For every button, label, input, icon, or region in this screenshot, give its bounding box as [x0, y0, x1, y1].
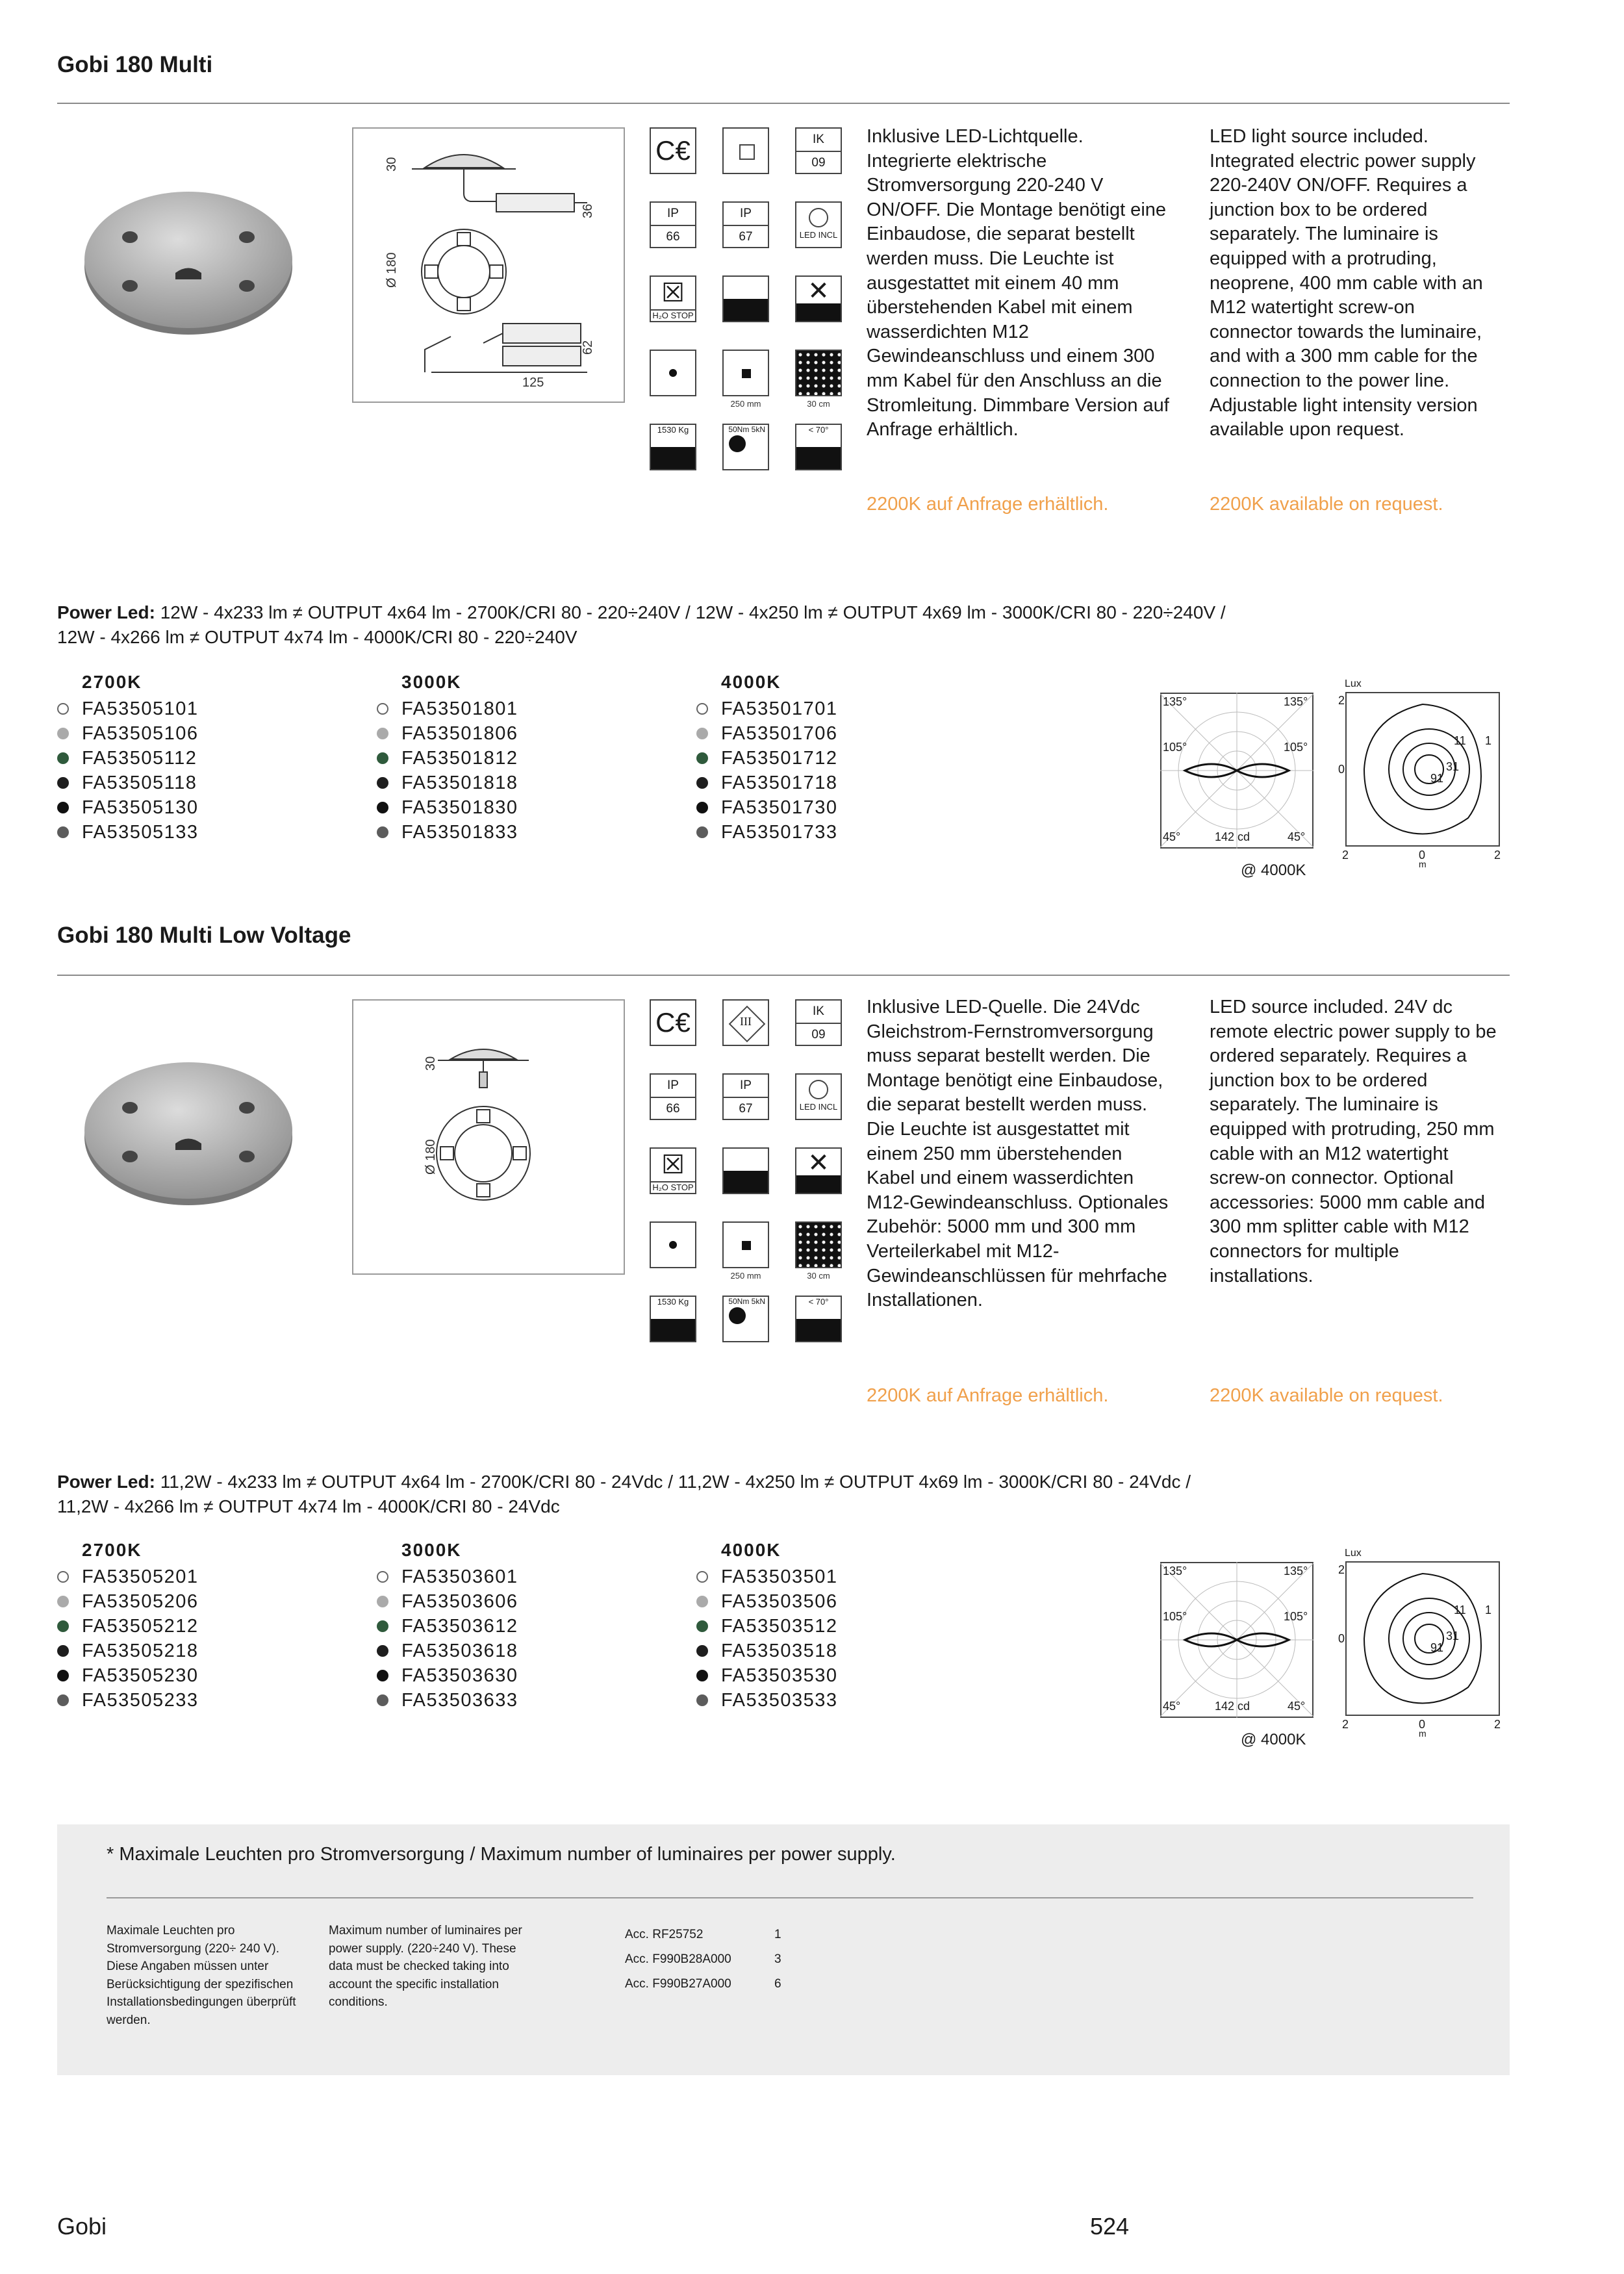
color-dot-anthracite — [57, 1694, 69, 1706]
column-head: 2700K — [82, 1540, 142, 1560]
isolux-diagram-2 — [1338, 1548, 1507, 1739]
angle-label: 135° — [1163, 695, 1187, 708]
color-dot-anthracite — [696, 826, 708, 838]
footer-collection-name: Gobi — [57, 2213, 107, 2240]
class-ii-icon — [722, 127, 769, 174]
code-row: FA53505101 — [57, 696, 198, 721]
footnote-rule — [107, 1897, 1473, 1898]
code-row: FA53501730 — [696, 795, 837, 820]
power-led-2 — [57, 1470, 1486, 1519]
footnote-en: Maximum number of luminaires per power supply. (220÷240 V). These data must be checked taking into account the specific installation conditions. — [329, 1924, 522, 2009]
code-row: FA53505130 — [57, 795, 198, 820]
ce-icon: C€ — [650, 127, 696, 174]
color-dot-white — [377, 1571, 388, 1583]
candela-label: 142 cd — [1215, 1700, 1250, 1713]
code-row: FA53501812 — [377, 746, 518, 771]
section-1-rule — [57, 103, 1510, 104]
angle-label: 105° — [1163, 1610, 1187, 1623]
technical-drawing-1 — [352, 127, 625, 403]
axis-x-label: 2 — [1342, 1718, 1349, 1731]
ip67-icon: IP 67 — [722, 201, 769, 248]
axis-y-label: 0 — [1338, 1632, 1345, 1645]
angle-label: 45° — [1288, 830, 1306, 843]
color-dot-grey — [57, 1596, 69, 1607]
color-dot-grey — [696, 1596, 708, 1607]
code-row: FA53503506 — [696, 1589, 837, 1614]
cable-30-icon — [795, 1221, 842, 1268]
color-dot-anthracite — [377, 1694, 388, 1706]
codes-3000k-2 — [377, 1540, 518, 1713]
isolux-value: 1 — [1485, 734, 1492, 747]
led-included-icon: LED INCL — [795, 201, 842, 248]
description-de-1: Inklusive LED-Lichtquelle. Integrierte elektrische Stromversorgung 220-240 V ON/OFF. Die Montage benötigt eine Einbaudose, die separat bestellt werden muss. Die Leuchte ist ausgestattet mit einem 40 mm überstehenden Kabel mit einem wasserdichten M12 Gewindeanschluss und einem 300 mm Kabel für den Anschluss an die Stromleitung. Dimmbare Version auf Anfrage erhältlich. — [867, 126, 1169, 441]
cable-250-caption: 250 mm — [730, 399, 761, 409]
column-head: 4000K — [721, 672, 781, 692]
power-led-1 — [57, 600, 1486, 650]
code-row: FA53505233 — [57, 1688, 198, 1713]
power-led-label: Power Led: — [57, 1472, 155, 1492]
color-dot-grey — [696, 728, 708, 739]
dim-height: 30 — [424, 1056, 438, 1071]
power-led-label: Power Led: — [57, 602, 155, 622]
drawing-lines-2 — [353, 1001, 624, 1273]
code-row: FA53501833 — [377, 820, 518, 845]
code-row: FA53505118 — [57, 771, 198, 795]
accessory-row: Acc. F990B28A000 3 — [625, 1952, 781, 1966]
cable-30-caption: 30 cm — [807, 399, 830, 409]
power-led-text: 11,2W - 4x233 lm ≠ OUTPUT 4x64 lm - 2700K/CRI 80 - 24Vdc / 11,2W - 4x250 lm ≠ OUTPUT 4x69 lm - 3000K/CRI 80 - 24Vdc / — [160, 1472, 1191, 1492]
code-row: FA53501701 — [696, 696, 837, 721]
color-dot-darkbrown — [57, 1670, 69, 1681]
color-dot-grey — [377, 1596, 388, 1607]
codes-2700k-2 — [57, 1540, 198, 1713]
class-iii-icon: III — [722, 999, 769, 1046]
isolux-value: 91 — [1430, 1641, 1444, 1654]
angle-label: 105° — [1284, 1610, 1308, 1623]
section-2-title: Gobi 180 Multi Low Voltage — [57, 923, 351, 948]
color-dot-white — [57, 1571, 69, 1583]
axis-unit-label: m — [1419, 859, 1427, 869]
axis-x-label: 2 — [1494, 1718, 1501, 1731]
color-dot-grey — [377, 728, 388, 739]
axis-y-label: 2 — [1338, 694, 1345, 707]
code-row: FA53503530 — [696, 1663, 837, 1688]
color-dot-anthracite — [57, 826, 69, 838]
code-row: FA53503501 — [696, 1565, 837, 1589]
color-dot-darkbrown — [696, 1670, 708, 1681]
code-row: FA53505112 — [57, 746, 198, 771]
code-row: FA53505206 — [57, 1589, 198, 1614]
axis-y-label: 0 — [1338, 763, 1345, 776]
cable-30-caption: 30 cm — [807, 1271, 830, 1281]
cable-250-icon — [722, 1221, 769, 1268]
angle-icon: < 70° — [795, 424, 842, 470]
isolux-diagram-1 — [1338, 678, 1507, 870]
ip66-icon: IP 66 — [650, 201, 696, 248]
color-dot-darkbrown — [377, 1670, 388, 1681]
description-en-1: LED light source included. Integrated electric power supply 220-240V ON/OFF. Requires a junction box to be ordered separately. The luminaire is equipped with a protruding, neoprene, 400 mm cable with an M12 watertight screw-on connector towards the luminaire, and with a 300 mm cable for the connection to the power line. Adjustable light intensity version available upon request. — [1210, 126, 1483, 441]
cable-250-caption: 250 mm — [730, 1271, 761, 1281]
isolux-value: 11 — [1454, 734, 1466, 747]
color-dot-black — [57, 1645, 69, 1657]
color-dot-darkbrown — [377, 802, 388, 813]
color-dot-green — [696, 752, 708, 764]
code-row: FA53503533 — [696, 1688, 837, 1713]
axis-x-label: 2 — [1494, 849, 1501, 862]
h2o-stop-icon: ☒ H₂O STOP — [650, 1147, 696, 1194]
axis-unit-label: m — [1419, 1728, 1427, 1739]
lux-label: Lux — [1345, 678, 1362, 689]
photometry-caption-1: @ 4000K — [1241, 862, 1306, 879]
power-led-text-2: 12W - 4x266 lm ≠ OUTPUT 4x74 lm - 4000K/CRI 80 - 220÷240V — [57, 627, 577, 647]
product-photo-1 — [78, 175, 299, 338]
photometry-caption-2: @ 4000K — [1241, 1731, 1306, 1748]
code-row: FA53503518 — [696, 1639, 837, 1663]
recessed-icon — [722, 275, 769, 322]
dim-length: 125 — [522, 376, 544, 390]
color-dot-anthracite — [377, 826, 388, 838]
column-head: 3000K — [401, 1540, 462, 1560]
code-row: FA53505106 — [57, 721, 198, 746]
isolux-value: 91 — [1430, 772, 1444, 785]
ip67-icon: IP 67 — [722, 1073, 769, 1120]
certification-icons-2 — [650, 999, 857, 1350]
section-2-rule — [57, 975, 1510, 976]
cable-250-icon — [722, 350, 769, 396]
dim-diameter: Ø 180 — [385, 252, 399, 288]
code-row: FA53503612 — [377, 1614, 518, 1639]
code-row: FA53501801 — [377, 696, 518, 721]
axis-y-label: 2 — [1338, 1563, 1345, 1576]
technical-drawing-2 — [352, 999, 625, 1275]
load-icon: 1530 Kg — [650, 1296, 696, 1342]
code-row: FA53501806 — [377, 721, 518, 746]
color-dot-white — [57, 703, 69, 715]
angle-icon: < 70° — [795, 1296, 842, 1342]
ip66-icon: IP 66 — [650, 1073, 696, 1120]
angle-label: 135° — [1284, 695, 1308, 708]
color-dot-white — [377, 703, 388, 715]
color-dot-grey — [57, 728, 69, 739]
load-icon: 1530 Kg — [650, 424, 696, 470]
accessory-row: Acc. F990B27A000 6 — [625, 1977, 781, 1991]
isolux-value: 31 — [1446, 1629, 1460, 1642]
color-dot-white — [696, 1571, 708, 1583]
h2o-stop-icon: ☒ H₂O STOP — [650, 275, 696, 322]
column-head: 4000K — [721, 1540, 781, 1560]
diffuse-icon — [650, 1221, 696, 1268]
color-dot-green — [696, 1620, 708, 1632]
note-en-2: 2200K available on request. — [1210, 1385, 1443, 1406]
no-cover-icon: ✕ — [795, 275, 842, 322]
torque-icon: 50Nm 5kN — [722, 1296, 769, 1342]
ik-icon: IK 09 — [795, 127, 842, 174]
power-supply-note — [57, 1824, 1510, 2075]
cable-30-icon — [795, 350, 842, 396]
isolux-value: 31 — [1446, 760, 1460, 773]
angle-label: 45° — [1163, 830, 1181, 843]
code-row: FA53503606 — [377, 1589, 518, 1614]
codes-2700k-1 — [57, 672, 198, 845]
color-dot-green — [377, 752, 388, 764]
description-de-2: Inklusive LED-Quelle. Die 24Vdc Gleichstrom-Fernstromversorgung muss separat bestellt werden. Die Montage benötigt eine Einbaudose, die separat bestellt werden muss. Die Leuchte ist ausgestattet mit einem 250 mm überstehenden Kabel und einem wasserdichten M12-Gewindeanschluss. Optionales Zubehör: 5000 mm und 300 mm Verteilerkabel mit M12-Gewindeanschlüssen für mehrfache Installationen. — [867, 997, 1169, 1311]
photometric-polar-diagram-1 — [1160, 693, 1313, 852]
code-row: FA53503630 — [377, 1663, 518, 1688]
code-row: FA53505212 — [57, 1614, 198, 1639]
color-dot-black — [377, 777, 388, 789]
angle-label: 105° — [1163, 741, 1187, 754]
diffuse-icon — [650, 350, 696, 396]
angle-label: 135° — [1284, 1565, 1308, 1578]
angle-label: 45° — [1163, 1700, 1181, 1713]
power-led-text-2: 11,2W - 4x266 lm ≠ OUTPUT 4x74 lm - 4000K/CRI 80 - 24Vdc — [57, 1496, 560, 1516]
code-row: FA53501818 — [377, 771, 518, 795]
dim-diameter: Ø 180 — [424, 1139, 438, 1175]
axis-x-label: 0 — [1419, 1718, 1426, 1731]
code-row: FA53505133 — [57, 820, 198, 845]
accessory-table — [625, 1926, 794, 2000]
dim-height: 30 — [385, 157, 399, 172]
accessory-row: Acc. RF25752 1 — [625, 1928, 781, 1941]
lux-label: Lux — [1345, 1548, 1362, 1559]
color-dot-black — [696, 777, 708, 789]
page-number: 524 — [1090, 2213, 1130, 2240]
recessed-icon — [722, 1147, 769, 1194]
code-row: FA53501718 — [696, 771, 837, 795]
code-row: FA53501830 — [377, 795, 518, 820]
code-row: FA53501706 — [696, 721, 837, 746]
column-head: 3000K — [401, 672, 462, 692]
certification-icons-1 — [650, 127, 857, 478]
color-dot-anthracite — [696, 1694, 708, 1706]
no-cover-icon: ✕ — [795, 1147, 842, 1194]
column-head: 2700K — [82, 672, 142, 692]
isolux-value: 1 — [1485, 1603, 1492, 1616]
code-row: FA53505230 — [57, 1663, 198, 1688]
dim-box-height: 36 — [581, 203, 595, 218]
color-dot-black — [696, 1645, 708, 1657]
color-dot-black — [377, 1645, 388, 1657]
photometric-polar-diagram-2 — [1160, 1562, 1313, 1721]
color-dot-black — [57, 777, 69, 789]
description-en-2: LED source included. 24V dc remote electric power supply to be ordered separately. Requires a junction box to be ordered separately. The luminaire is equipped with protruding, 250 mm cable with an M12 watertight screw-on connector. Optional accessories: 5000 mm cable and 300 mm splitter cable with M12 connectors for multiple installations. — [1210, 997, 1497, 1286]
codes-4000k-2 — [696, 1540, 837, 1713]
code-row: FA53505201 — [57, 1565, 198, 1589]
code-row: FA53503601 — [377, 1565, 518, 1589]
footnote-heading: * Maximale Leuchten pro Stromversorgung / Maximum number of luminaires per power supply. — [107, 1844, 896, 1865]
power-led-text: 12W - 4x233 lm ≠ OUTPUT 4x64 lm - 2700K/CRI 80 - 220÷240V / 12W - 4x250 lm ≠ OUTPUT 4x69 lm - 3000K/CRI 80 - 220÷240V / — [160, 602, 1226, 622]
note-de-1: 2200K auf Anfrage erhältlich. — [867, 494, 1109, 515]
axis-x-label: 2 — [1342, 849, 1349, 862]
ce-icon: C€ — [650, 999, 696, 1046]
note-en-1: 2200K available on request. — [1210, 494, 1443, 515]
led-included-icon: LED INCL — [795, 1073, 842, 1120]
code-row: FA53501733 — [696, 820, 837, 845]
section-1-title: Gobi 180 Multi — [57, 52, 213, 77]
footnote-de: Maximale Leuchten pro Stromversorgung (220÷ 240 V). Diese Angaben müssen unter Berücksichtigung der spezifischen Installationsbedingungen überprüft werden. — [107, 1924, 296, 2027]
code-row: FA53503618 — [377, 1639, 518, 1663]
axis-x-label: 0 — [1419, 849, 1426, 862]
code-row: FA53505218 — [57, 1639, 198, 1663]
codes-4000k-1 — [696, 672, 837, 845]
color-dot-white — [696, 703, 708, 715]
note-de-2: 2200K auf Anfrage erhältlich. — [867, 1385, 1109, 1406]
angle-label: 105° — [1284, 741, 1308, 754]
angle-label: 135° — [1163, 1565, 1187, 1578]
color-dot-darkbrown — [57, 802, 69, 813]
torque-icon: 50Nm 5kN — [722, 424, 769, 470]
code-row: FA53501712 — [696, 746, 837, 771]
isolux-value: 11 — [1454, 1603, 1466, 1616]
dim-connector-height: 62 — [581, 340, 595, 355]
codes-3000k-1 — [377, 672, 518, 845]
code-row: FA53503512 — [696, 1614, 837, 1639]
ik-icon: IK 09 — [795, 999, 842, 1046]
color-dot-green — [57, 1620, 69, 1632]
candela-label: 142 cd — [1215, 830, 1250, 843]
color-dot-green — [57, 752, 69, 764]
color-dot-darkbrown — [696, 802, 708, 813]
angle-label: 45° — [1288, 1700, 1306, 1713]
code-row: FA53503633 — [377, 1688, 518, 1713]
color-dot-green — [377, 1620, 388, 1632]
product-photo-2 — [78, 1046, 299, 1208]
